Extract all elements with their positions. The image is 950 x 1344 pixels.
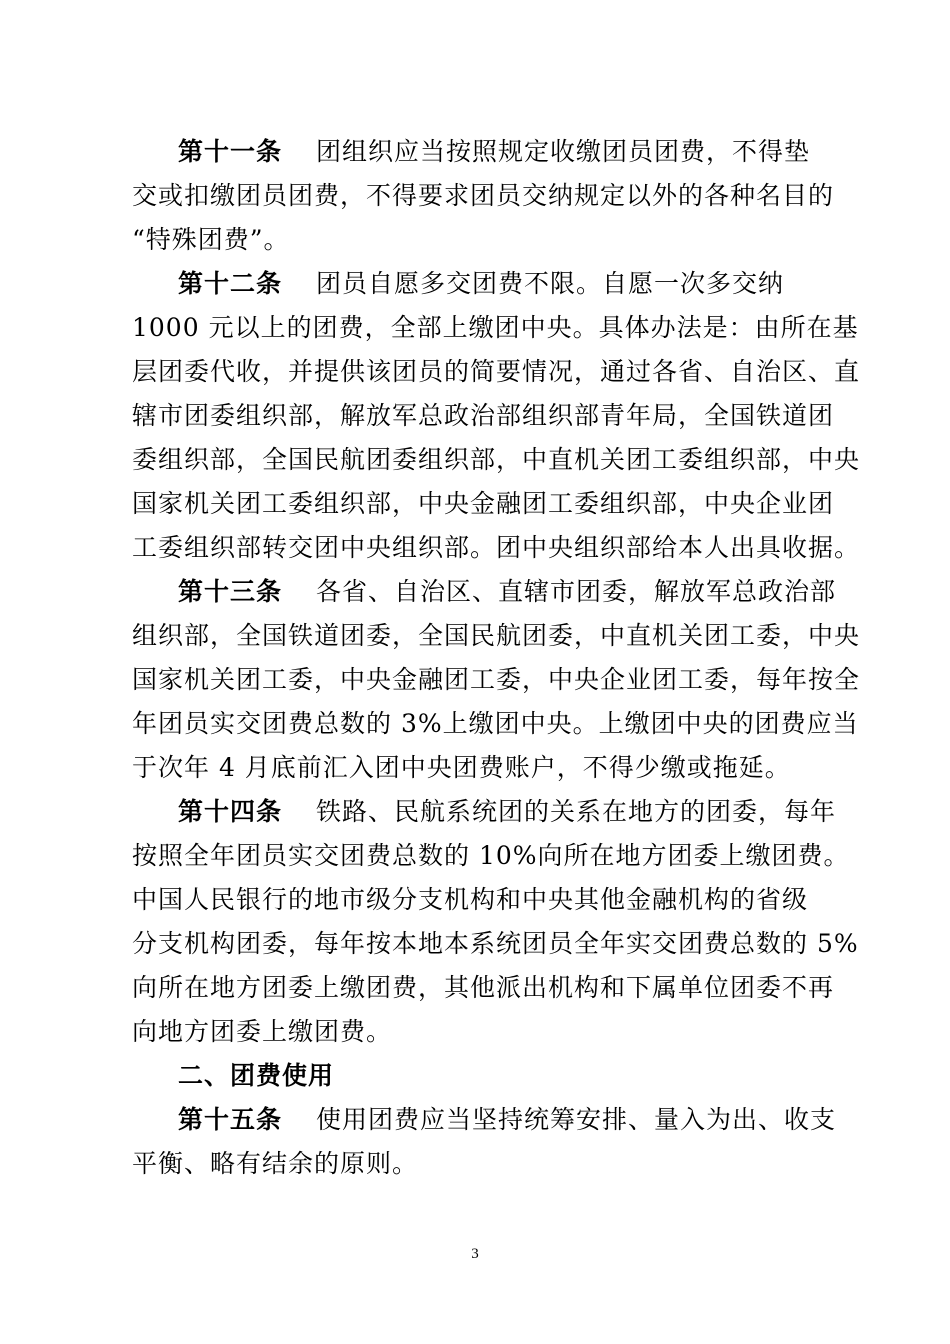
article-12-label: 第十二条 — [178, 269, 283, 298]
article-12-line-4: 辖市团委组织部，解放军总政治部组织部青年局，全国铁道团 — [132, 401, 835, 430]
article-13-line-5: 于次年 4 月底前汇入团中央团费账户，不得少缴或拖延。 — [132, 753, 791, 782]
article-13-line-1: 第十三条 各省、自治区、直辖市团委，解放军总政治部 — [178, 577, 837, 606]
article-14-line-5: 向所在地方团委上缴团费，其他派出机构和下属单位团委不再 — [132, 973, 835, 1002]
article-11-line-1: 第十一条 团组织应当按照规定收缴团员团费，不得垫 — [178, 137, 811, 166]
article-15-line-2: 平衡、略有结余的原则。 — [132, 1149, 419, 1178]
article-12-line-6: 国家机关团工委组织部，中央金融团工委组织部，中央企业团 — [132, 489, 835, 518]
article-12-line-5: 委组织部，全国民航团委组织部，中直机关团工委组织部，中央 — [132, 445, 861, 474]
article-12-line-2: 1000 元以上的团费，全部上缴团中央。具体办法是：由所在基 — [132, 313, 859, 342]
article-12-line-7: 工委组织部转交团中央组织部。团中央组织部给本人出具收据。 — [132, 533, 861, 562]
article-12-line-3: 层团委代收，并提供该团员的简要情况，通过各省、自治区、直 — [132, 357, 861, 386]
article-14-line-1: 第十四条 铁路、民航系统团的关系在地方的团委，每年 — [178, 797, 837, 826]
article-14-label: 第十四条 — [178, 797, 283, 826]
article-13-line-2: 组织部，全国铁道团委，全国民航团委，中直机关团工委，中央 — [132, 621, 861, 650]
page-number: 3 — [471, 1246, 479, 1262]
article-11-line-3: “特殊团费”。 — [132, 225, 290, 254]
article-13-line-4: 年团员实交团费总数的 3%上缴团中央。上缴团中央的团费应当 — [132, 709, 859, 738]
article-11-label: 第十一条 — [178, 137, 283, 166]
article-14-line-3: 中国人民银行的地市级分支机构和中央其他金融机构的省级 — [132, 885, 809, 914]
article-12-line-1: 第十二条 团员自愿多交团费不限。自愿一次多交纳 — [178, 269, 785, 298]
article-14-line-2: 按照全年团员实交团费总数的 10%向所在地方团委上缴团费。 — [132, 841, 850, 870]
article-15-label: 第十五条 — [178, 1105, 283, 1134]
article-14-line-6: 向地方团委上缴团费。 — [132, 1017, 393, 1046]
article-11-line-2: 交或扣缴团员团费，不得要求团员交纳规定以外的各种名目的 — [132, 181, 835, 210]
section-heading: 二、团费使用 — [178, 1061, 335, 1090]
article-13-label: 第十三条 — [178, 577, 283, 606]
article-14-line-4: 分支机构团委，每年按本地本系统团员全年实交团费总数的 5% — [132, 929, 859, 958]
article-15-line-1: 第十五条 使用团费应当坚持统筹安排、量入为出、收支 — [178, 1105, 837, 1134]
article-13-line-3: 国家机关团工委，中央金融团工委，中央企业团工委，每年按全 — [132, 665, 861, 694]
